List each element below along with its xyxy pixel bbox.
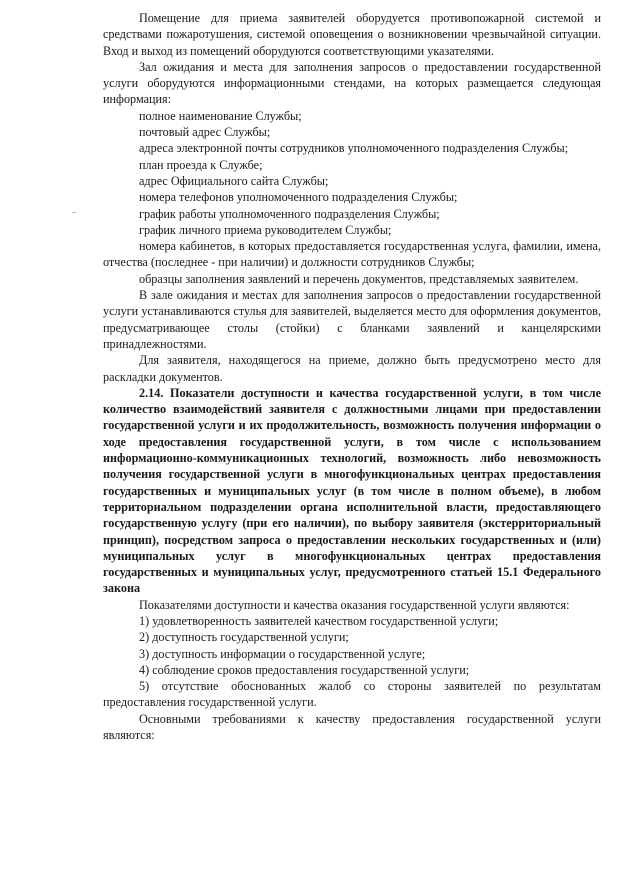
list-item: график личного приема руководителем Службы;: [139, 222, 392, 237]
list-item: 5) отсутствие обоснованных жалоб со стороны заявителей по результатам предоставления государственной услуги.: [103, 679, 601, 710]
list-item: номера телефонов уполномоченного подразделения Службы;: [139, 190, 458, 205]
scan-mark: [72, 212, 76, 213]
paragraph-waiting-hall-stands: Зал ожидания и места для заполнения запросов о предоставлении государственной услуги оборудуются информационными стендами, на которых размещается следующая информация:: [103, 59, 601, 107]
list-item: адрес Официального сайта Службы;: [139, 173, 329, 188]
list-item: 3) доступность информации о государственной услуге;: [139, 646, 426, 661]
paragraph-document-space: Для заявителя, находящегося на приеме, должно быть предусмотрено место для раскладки документов.: [103, 353, 601, 384]
document-page: [103, 10, 601, 743]
list-item: 2) доступность государственной услуги;: [139, 630, 349, 645]
paragraph-waiting-hall-furniture: В зале ожидания и местах для заполнения запросов о предоставлении государственной услуги устанавливаются стулья для заявителей, выделяется место для оформления документов, предусматривающее столы (стойки) с бланками заявлений и канцелярскими принадлежностями.: [103, 288, 601, 351]
section-heading-2-14: 2.14. Показатели доступности и качества государственной услуги, в том числе количество взаимодействий заявителя с должностными лицами при предоставлении государственной услуги и их продолжительность, возможность получения информации о ходе предоставления государственной услуги, в том числе с использованием информационно-коммуникационных технологий, возможность либо невозможность получения государственной услуги в многофункциональных центрах предоставления государственных и муниципальных услуг (в том числе в полном объеме), в любом территориальном подразделении органа исполнительной власти, предоставляющего государственную услугу (при его наличии), по выбору заявителя (экстерриториальный принцип), посредством запроса о предоставлении нескольких государственных и (или) муниципальных услуг в многофункциональных центрах предоставления государственных и муниципальных услуг, предусмотренного статьей 15.1 Федерального закона: [103, 385, 601, 596]
list-item: адреса электронной почты сотрудников уполномоченного подразделения Службы;: [139, 141, 569, 156]
list-item: 1) удовлетворенность заявителей качеством государственной услуги;: [139, 613, 499, 628]
list-item: номера кабинетов, в которых предоставляется государственная услуга, фамилии, имена, отчества (последнее - при наличии) и должности сотрудников Службы;: [103, 239, 601, 270]
list-item: план проезда к Службе;: [139, 157, 263, 172]
paragraph-indicators-intro: Показателями доступности и качества оказания государственной услуги являются:: [139, 597, 570, 612]
list-item: график работы уполномоченного подразделения Службы;: [139, 206, 440, 221]
paragraph-premises-safety: Помещение для приема заявителей оборудуется противопожарной системой и средствами пожаротушения, системой оповещения о возникновении чрезвычайной ситуации. Вход и выход из помещений оборудуются соответствующими указателями.: [103, 11, 601, 58]
paragraph-quality-requirements: Основными требованиями к качеству предоставления государственной услуги являются:: [103, 711, 601, 743]
list-item: полное наименование Службы;: [139, 108, 302, 123]
list-item: образцы заполнения заявлений и перечень документов, представляемых заявителем.: [139, 271, 579, 286]
list-item: почтовый адрес Службы;: [139, 125, 271, 140]
list-item: 4) соблюдение сроков предоставления государственной услуги;: [139, 662, 470, 677]
